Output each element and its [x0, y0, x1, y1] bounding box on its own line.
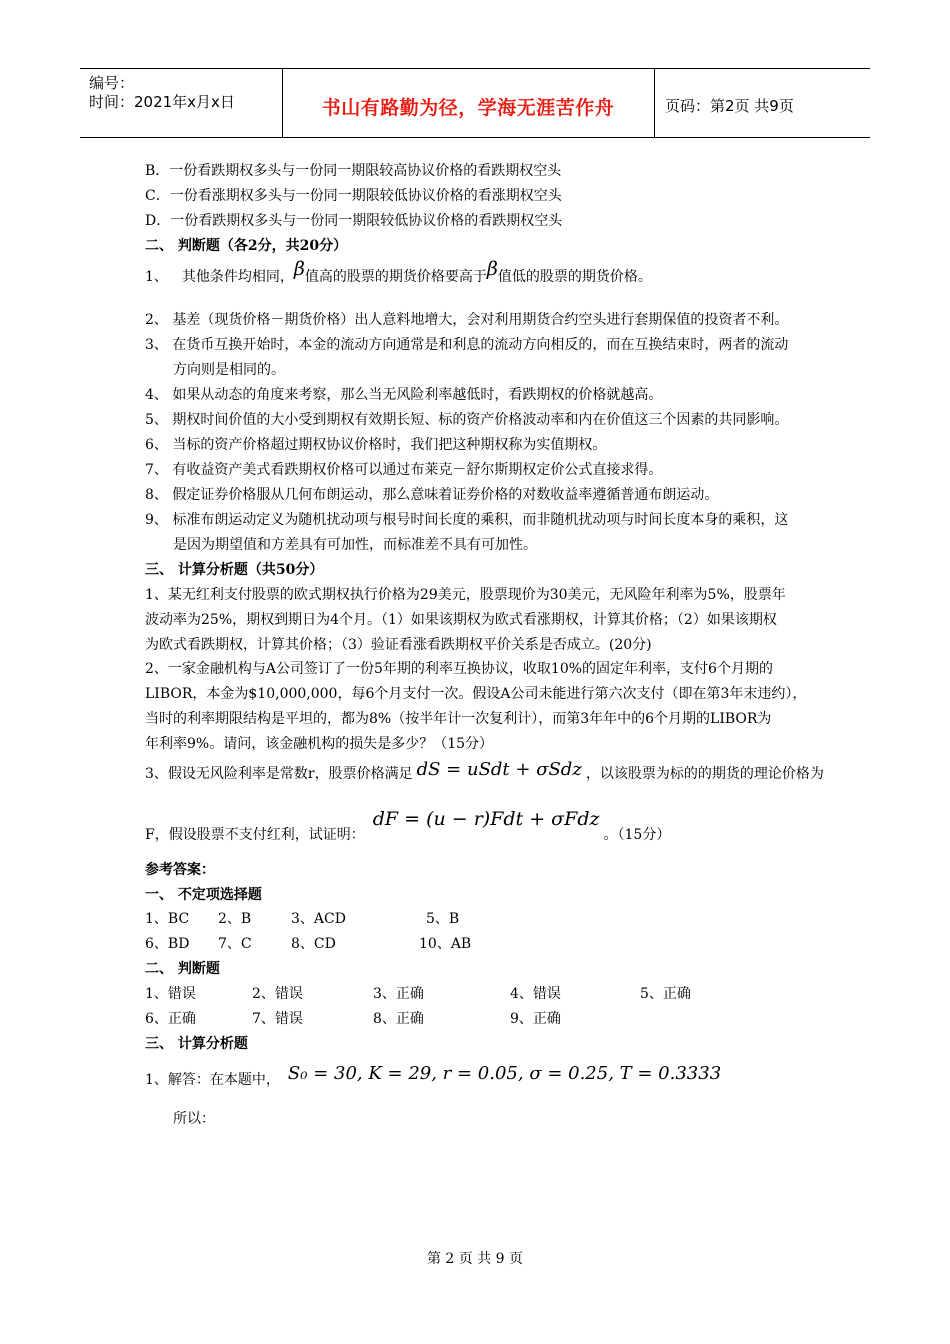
answer-item: 7、错误 — [252, 1011, 303, 1027]
answer-calc-1 — [145, 1063, 722, 1089]
a1-pre: 1、解答：在本题中， — [145, 1072, 280, 1088]
answers-s1-title: 一、 不定项选择题 — [145, 887, 262, 903]
answer-item: 2、B — [218, 911, 252, 927]
answer-item: 1、BC — [145, 911, 190, 927]
answers-s3-title: 三、 计算分析题 — [145, 1036, 248, 1052]
answer-item: 8、正确 — [373, 1011, 424, 1027]
section3-title: 三、 计算分析题（共50分） — [145, 562, 324, 578]
calc-q2-line1: 2、一家金融机构与A公司签订了一份5年期的利率互换协议，收取10%的固定年利率，支付6个月期的 — [145, 661, 773, 677]
q1-pre: 其他条件均相同， — [181, 269, 294, 285]
calc-q1-line3: 为欧式看跌期权，计算其价格；（3）验证看涨看跌期权平价关系是否成立。(20分) — [145, 637, 652, 653]
calc-q2-line2: LIBOR，本金为$10,000,000，每6个月支付一次。假设A公司未能进行第六次支付（即在第3年末违约）， — [145, 686, 807, 702]
answer-item: 8、CD — [291, 936, 336, 952]
calc-q1-line1: 1、某无红利支付股票的欧式期权执行价格为29美元，股票现价为30美元，无风险年利率为5%，股票年 — [145, 587, 786, 603]
c3b-post: 。（15分） — [603, 827, 671, 843]
answer-item: 2、错误 — [252, 986, 303, 1002]
header-page-cell — [655, 69, 870, 137]
judge-q8: 8、 假定证券价格服从几何布朗运动，那么意味着证券价格的对数收益率遵循普通布朗运动。 — [145, 487, 719, 503]
answer-item: 6、正确 — [145, 1011, 196, 1027]
q1-mid: 值高的股票的期货价格要高于 — [304, 269, 487, 285]
judge-q2: 2、 基差（现货价格－期货价格）出人意料地增大，会对利用期货合约空头进行套期保值的投资者不利。 — [145, 312, 789, 328]
option-d: D．一份看跌期权多头与一份同一期限较低协议价格的看跌期权空头 — [145, 213, 563, 229]
page-footer: 第 2 页 共 9 页 — [426, 1251, 524, 1267]
judge-q4: 4、 如果从动态的角度来考察，那么当无风险利率越低时，看跌期权的价格就越高。 — [145, 387, 663, 403]
calc-q1-line2: 波动率为25%，期权到期日为4个月。（1）如果该期权为欧式看涨期权，计算其价格；（2）如果该期权 — [145, 612, 777, 628]
q1-number: 1、 — [145, 269, 168, 285]
answer-item: 9、正确 — [510, 1011, 561, 1027]
option-b: B．一份看跌期权多头与一份同一期限较高协议价格的看跌期权空头 — [145, 163, 562, 179]
answer-item: 10、AB — [419, 936, 472, 952]
judge-q9-line2: 是因为期望值和方差具有可加性，而标准差不具有可加性。 — [173, 537, 537, 553]
answer-item: 3、正确 — [373, 986, 424, 1002]
answer-item: 4、错误 — [510, 986, 561, 1002]
page-header — [80, 68, 870, 138]
so-label: 所以： — [173, 1111, 215, 1127]
parameter-formula: S₀ = 30, K = 29, r = 0.05, σ = 0.25, T = 0.3333 — [287, 1063, 722, 1084]
judge-q3-line1: 3、 在货币互换开始时，本金的流动方向通常是和利息的流动方向相反的，而在互换结束时，两者的流动 — [145, 337, 789, 353]
calc-q2-line4: 年利率9%。请问，该金融机构的损失是多少？（15分） — [145, 736, 494, 752]
answer-item: 5、正确 — [640, 986, 691, 1002]
futures-sde-formula: dF = (u − r)Fdt + σFdz — [372, 808, 600, 830]
answer-item: 7、C — [218, 936, 252, 952]
judge-q5: 5、 期权时间价值的大小受到期权有效期长短、标的资产价格波动率和内在价值这三个因素的共同影响。 — [145, 412, 789, 428]
judge-q3-line2: 方向则是相同的。 — [173, 362, 285, 378]
answer-item: 3、ACD — [291, 911, 346, 927]
stock-sde-formula: dS = uSdt + σSdz — [416, 759, 582, 780]
c3b-pre: F，假设股票不支付红利，试证明： — [145, 827, 365, 843]
date-label: 时间：2021年x月x日 — [89, 93, 235, 111]
beta-symbol: β — [293, 258, 305, 280]
answer-item: 6、BD — [145, 936, 190, 952]
q1-post: 值低的股票的期货价格。 — [497, 269, 652, 285]
page-code: 页码：第2页 共9页 — [665, 97, 794, 115]
answers-s2-title: 二、 判断题 — [145, 961, 220, 977]
calc-q3-line1 — [145, 759, 824, 783]
calc-q2-line3: 当时的利率期限结构是平坦的，都为8%（按半年计一次复利计），而第3年年中的6个月期的LIBOR为 — [145, 711, 772, 727]
judge-q1 — [145, 258, 652, 286]
c3-post: ，以该股票为标的的期货的理论价格为 — [585, 766, 824, 782]
section2-title: 二、 判断题（各2分，共20分） — [145, 238, 348, 254]
judge-q6: 6、 当标的资产价格超过期权协议价格时，我们把这种期权称为实值期权。 — [145, 437, 607, 453]
answer-item: 1、错误 — [145, 986, 196, 1002]
calc-q3-line2 — [145, 808, 671, 844]
judge-q7: 7、 有收益资产美式看跌期权价格可以通过布莱克－舒尔斯期权定价公式直接求得。 — [145, 462, 663, 478]
header-left-cell — [80, 69, 283, 137]
beta-symbol-2: β — [486, 258, 498, 280]
answers-title: 参考答案： — [145, 862, 215, 878]
number-label: 编号： — [89, 74, 135, 92]
header-motto-cell — [282, 69, 655, 137]
judge-q9-line1: 9、 标准布朗运动定义为随机扰动项与根号时间长度的乘积，而非随机扰动项与时间长度本身的乘积，这 — [145, 512, 789, 528]
option-c: C．一份看涨期权多头与一份同一期限较低协议价格的看涨期权空头 — [145, 188, 562, 204]
c3-pre: 3、假设无风险利率是常数r，股票价格满足 — [145, 766, 413, 782]
motto: 书山有路勤为径，学海无涯苦作舟 — [321, 97, 615, 119]
answer-item: 5、B — [426, 911, 460, 927]
